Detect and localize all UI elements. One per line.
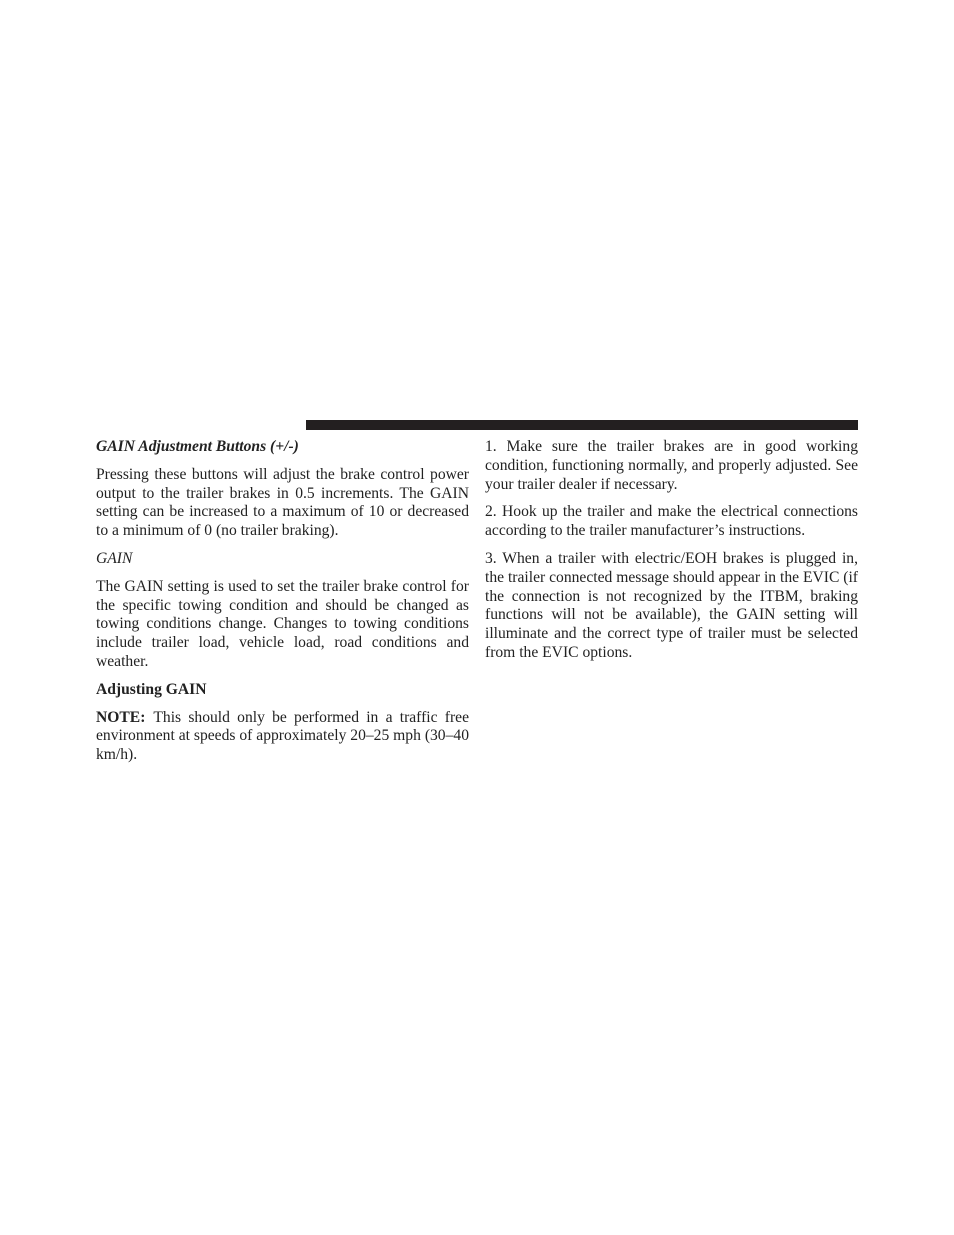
gain-paragraph: The GAIN setting is used to set the trailer brake control for the specific towing condition and should be changed as towing conditions change. Changes to towing conditions include trailer load, vehicle load, road conditions and weather. <box>96 577 469 670</box>
step-2-paragraph: 2. Hook up the trailer and make the electrical connections according to the trailer manufacturer’s instructions. <box>485 503 858 540</box>
gain-heading: GAIN <box>96 549 133 567</box>
step-3-paragraph: 3. When a trailer with electric/EOH brakes is plugged in, the trailer connected message should appear in the EVIC (if the connection is not recognized by the ITBM, braking functions will not be available), the GAIN setting will illuminate and the correct type of trailer must be selected from the EVIC options. <box>485 549 858 661</box>
step-1-paragraph: 1. Make sure the trailer brakes are in good working condition, functioning normally, and properly adjusted. See your trailer dealer if necessary. <box>485 438 858 493</box>
gain-buttons-heading: GAIN Adjustment Buttons (+/-) <box>96 438 299 455</box>
note-text: This should only be performed in a traffic free environment at speeds of approximately 20–25 mph (30–40 km/h). <box>96 708 469 764</box>
left-column <box>96 438 469 774</box>
right-column <box>485 438 858 672</box>
header-rule <box>306 420 858 430</box>
adjusting-gain-heading: Adjusting GAIN <box>96 680 207 698</box>
note-paragraph <box>96 709 469 765</box>
gain-buttons-paragraph: Pressing these buttons will adjust the brake control power output to the trailer brakes in 0.5 increments. The GAIN setting can be increased to a maximum of 10 or decreased to a minimum of 0 (no trailer braking). <box>96 465 469 540</box>
note-label: NOTE: <box>96 708 146 726</box>
